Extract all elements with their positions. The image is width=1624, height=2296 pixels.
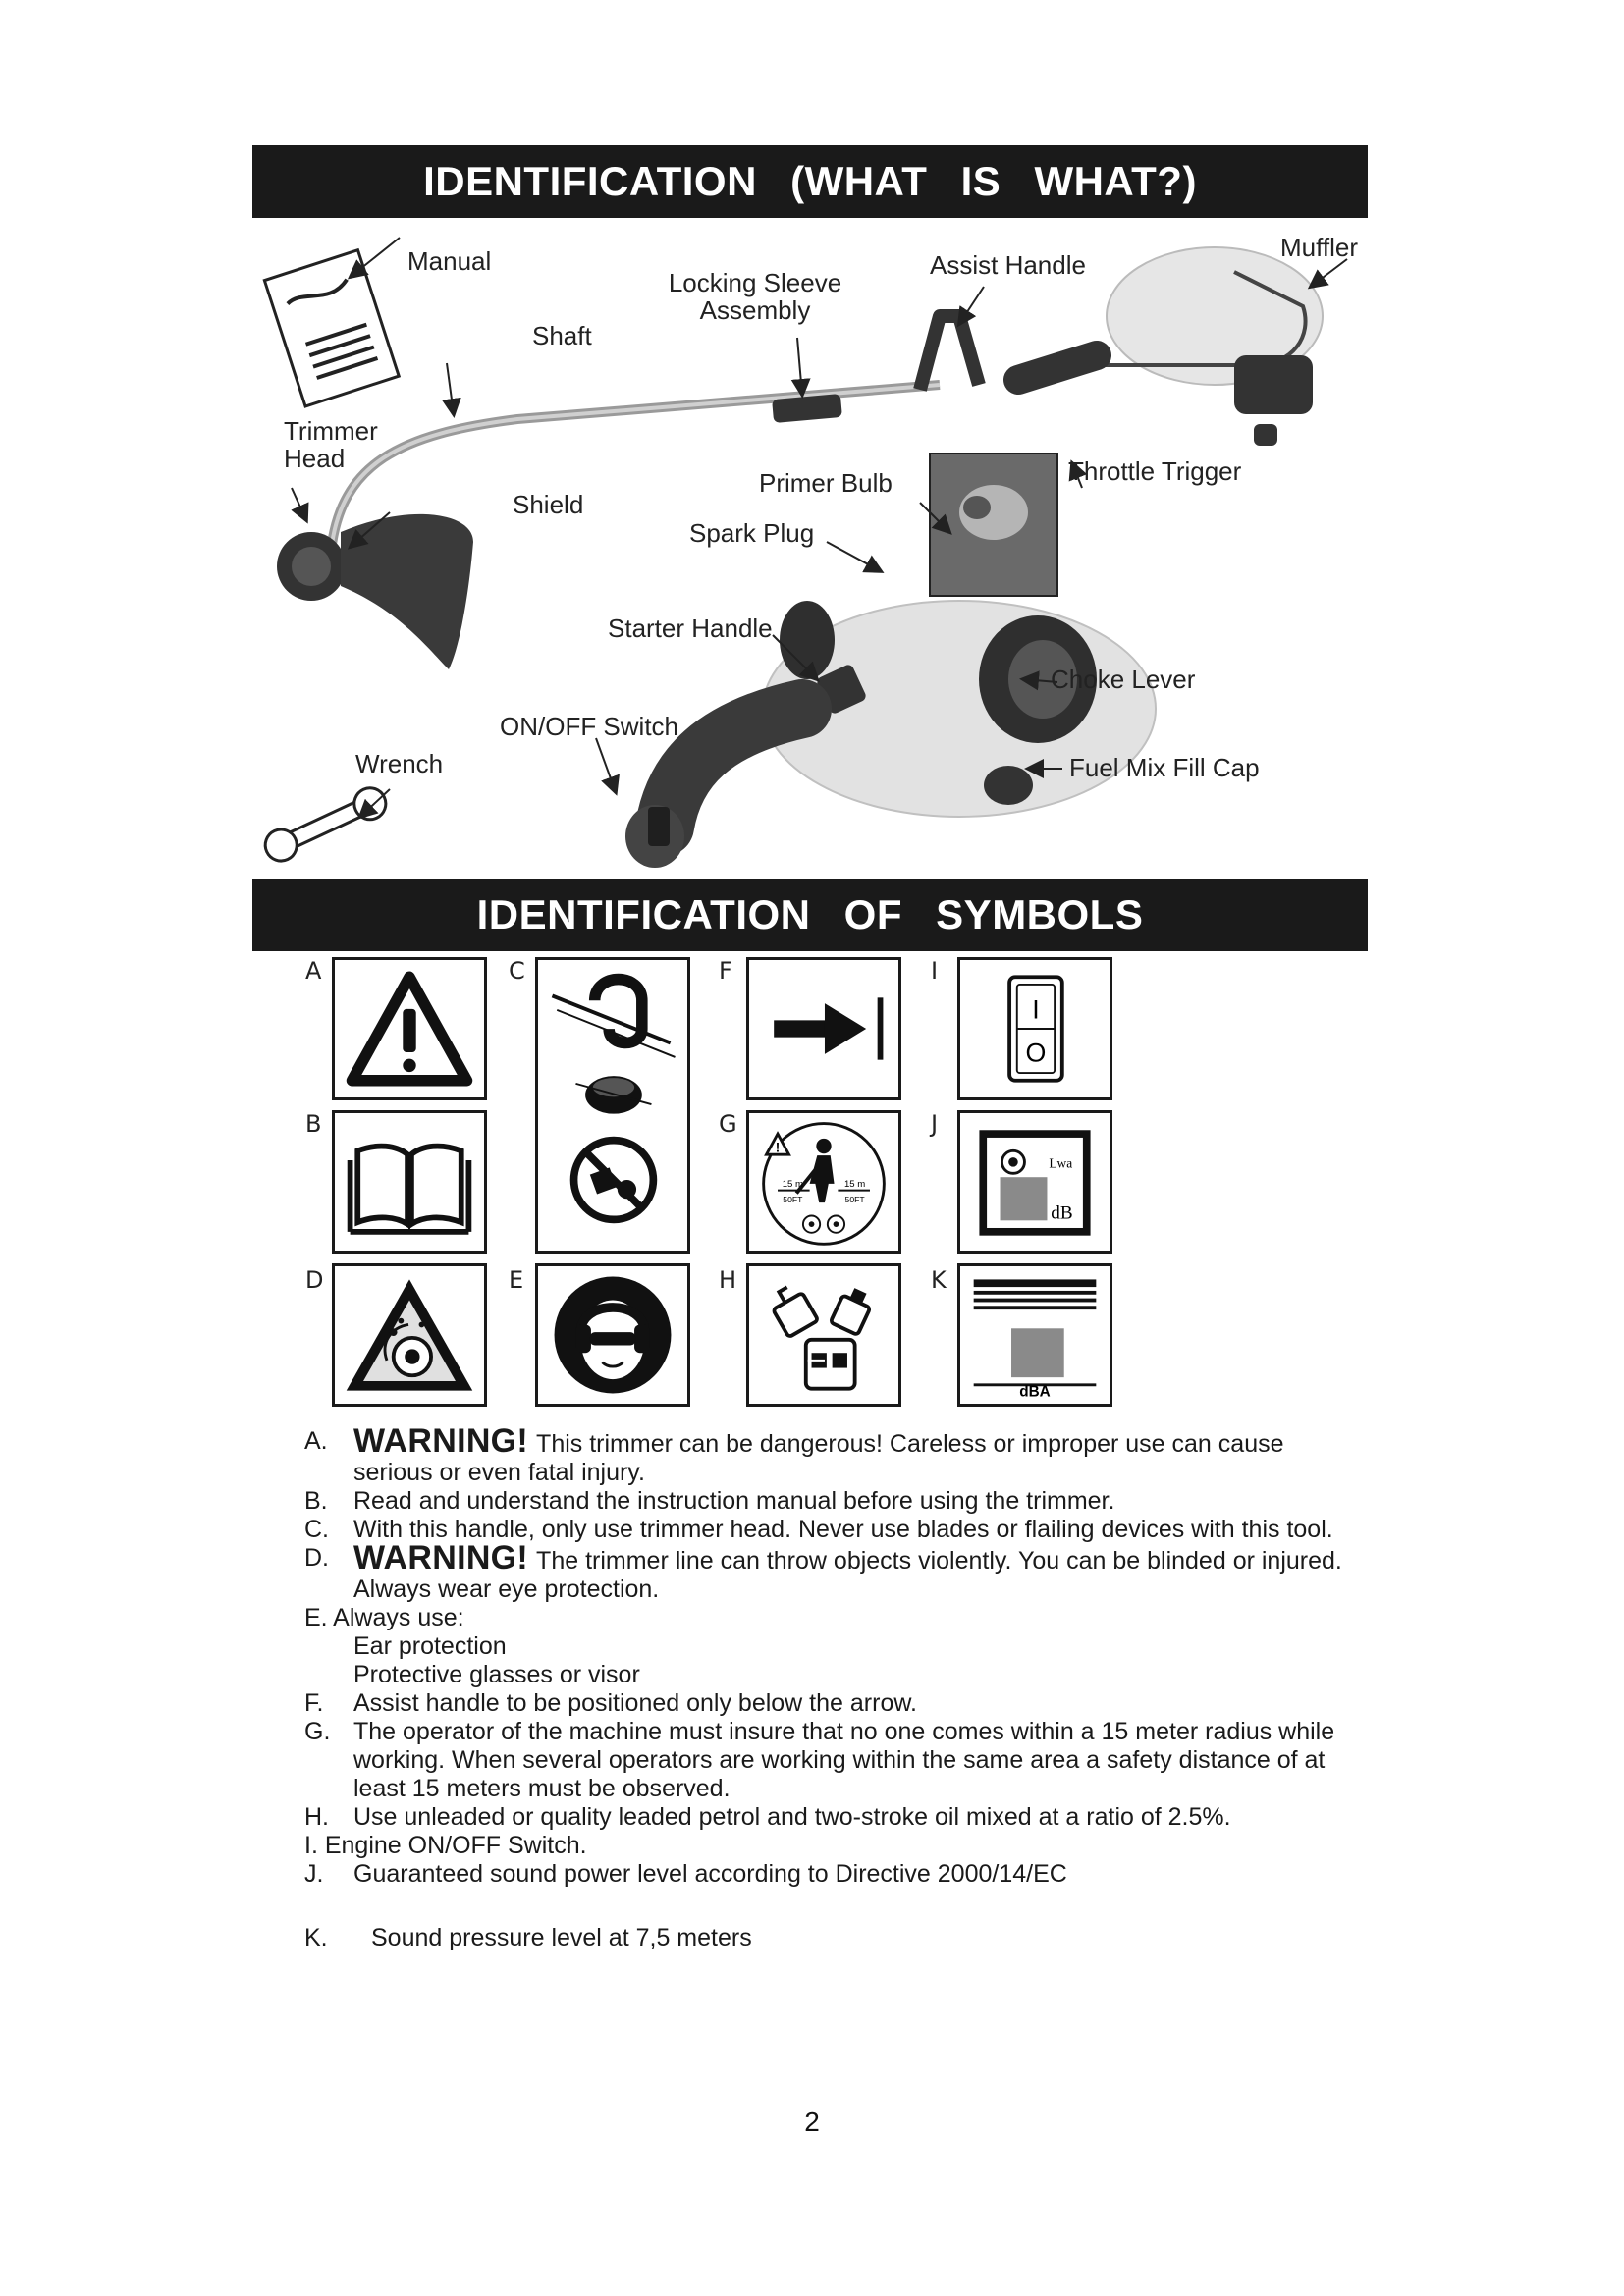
label-trimmer-head xyxy=(284,417,378,472)
description-d xyxy=(304,1539,1365,1604)
g-distance-right: 15 m xyxy=(843,1178,866,1190)
label-trimmer-head-line2: Head xyxy=(284,444,346,473)
manual-illustration xyxy=(264,250,399,406)
symbol-descriptions xyxy=(304,1422,1365,1952)
description-e xyxy=(304,1604,1365,1689)
description-j xyxy=(304,1860,1365,1889)
label-on-off-switch: ON/OFF Switch xyxy=(500,712,679,741)
symbol-g-safety-distance xyxy=(746,1110,901,1254)
symbol-letter-c: C xyxy=(509,957,525,985)
label-fuel-mix-fill-cap: Fuel Mix Fill Cap xyxy=(1069,753,1260,782)
label-trimmer-head-line1: Trimmer xyxy=(284,416,378,446)
ear-eye-protection-icon xyxy=(538,1266,687,1404)
section-title-identification: IDENTIFICATION (WHAT IS WHAT?) xyxy=(423,158,1197,204)
description-j-marker: J. xyxy=(304,1860,324,1888)
symbol-k-sound-pressure xyxy=(957,1263,1112,1407)
symbol-letter-a: A xyxy=(305,957,322,985)
warning-triangle-icon xyxy=(335,960,484,1097)
lwa-label: Lwa xyxy=(1049,1155,1073,1171)
description-f-marker: F. xyxy=(304,1689,324,1717)
description-d-text: The trimmer line can throw objects violently. You can be blinded or injured. Always wear eye protection. xyxy=(353,1547,1342,1603)
on-off-switch-icon xyxy=(960,960,1110,1097)
symbol-letter-j: J xyxy=(931,1110,939,1138)
g-feet-left: 50FT xyxy=(783,1195,803,1205)
description-d-warning: WARNING! xyxy=(353,1539,529,1576)
svg-text:!: ! xyxy=(775,1140,781,1155)
dba-label: dBA xyxy=(1019,1383,1051,1401)
description-a-marker: A. xyxy=(304,1427,328,1455)
sound-power-icon xyxy=(960,1113,1110,1251)
label-manual: Manual xyxy=(407,246,492,276)
section-title-symbols: IDENTIFICATION OF SYMBOLS xyxy=(476,891,1144,937)
arrow-right-icon xyxy=(749,960,898,1097)
description-g-text: The operator of the machine must insure that no one comes within a 15 meter radius while working. When several operators are working within the same area a safety distance of at least 15 meters must be observed. xyxy=(353,1718,1335,1802)
safety-distance-icon xyxy=(749,1113,898,1251)
symbol-j-sound-power xyxy=(957,1110,1112,1254)
symbol-letter-h: H xyxy=(719,1266,737,1294)
description-h xyxy=(304,1803,1365,1832)
switch-off-label: O xyxy=(1025,1038,1047,1068)
thrown-objects-icon xyxy=(335,1266,484,1404)
description-g-marker: G. xyxy=(304,1718,331,1745)
description-e-ear-protection: Ear protection xyxy=(353,1632,507,1660)
description-g xyxy=(304,1718,1365,1803)
description-j-text: Guaranteed sound power level according to Directive 2000/14/EC xyxy=(353,1860,1067,1888)
description-b-text: Read and understand the instruction manual before using the trimmer. xyxy=(353,1487,1115,1515)
label-shaft: Shaft xyxy=(532,321,592,350)
page-number: 2 xyxy=(804,2107,820,2137)
symbol-i-on-off-switch xyxy=(957,957,1112,1100)
symbol-letter-g: G xyxy=(719,1110,737,1138)
symbol-e-protection xyxy=(535,1263,690,1407)
symbol-letter-i: I xyxy=(931,957,939,985)
description-e-glasses: Protective glasses or visor xyxy=(353,1661,640,1688)
sound-pressure-icon xyxy=(960,1266,1110,1404)
description-c-text: With this handle, only use trimmer head. Never use blades or flailing devices with this tool. xyxy=(353,1516,1333,1543)
label-locking-sleeve-line1: Locking Sleeve xyxy=(668,268,842,297)
symbol-letter-b: B xyxy=(305,1110,322,1138)
description-c-marker: C. xyxy=(304,1516,329,1543)
g-distance-left: 15 m xyxy=(782,1178,804,1190)
symbol-letter-d: D xyxy=(305,1266,324,1294)
symbol-letter-k: K xyxy=(931,1266,947,1294)
symbol-a-warning xyxy=(332,957,487,1100)
description-f-text: Assist handle to be positioned only below the arrow. xyxy=(353,1689,917,1717)
description-b-marker: B. xyxy=(304,1487,328,1515)
symbol-letter-e: E xyxy=(509,1266,524,1294)
label-muffler: Muffler xyxy=(1280,233,1358,262)
description-k xyxy=(304,1924,1365,1952)
g-feet-right: 50FT xyxy=(844,1195,865,1205)
label-throttle-trigger: Throttle Trigger xyxy=(1068,456,1242,486)
label-spark-plug: Spark Plug xyxy=(689,518,815,548)
section-banner-symbols xyxy=(252,879,1368,951)
description-a xyxy=(304,1422,1365,1487)
section-banner-identification xyxy=(252,145,1368,218)
description-a-warning: WARNING! xyxy=(353,1422,529,1460)
symbol-b-manual xyxy=(332,1110,487,1254)
switch-on-label: I xyxy=(1032,994,1040,1025)
description-e-text: E. Always use: xyxy=(304,1604,464,1631)
symbol-f-assist-handle-position xyxy=(746,957,901,1100)
label-starter-handle: Starter Handle xyxy=(608,614,773,643)
open-book-icon xyxy=(335,1113,484,1251)
description-k-marker: K. xyxy=(304,1924,328,1951)
description-a-text: This trimmer can be dangerous! Careless or improper use can cause serious or even fatal injury. xyxy=(353,1430,1284,1486)
db-label: dB xyxy=(1051,1202,1073,1224)
description-d-marker: D. xyxy=(304,1544,329,1572)
symbol-h-fuel-mix xyxy=(746,1263,901,1407)
label-shield: Shield xyxy=(513,490,584,519)
description-b xyxy=(304,1487,1365,1516)
symbol-letter-f: F xyxy=(719,957,732,985)
symbol-c-handle-trimmer-only xyxy=(535,957,690,1254)
description-k-text: Sound pressure level at 7,5 meters xyxy=(371,1924,752,1951)
description-i-text: I. Engine ON/OFF Switch. xyxy=(304,1832,587,1859)
handle-trimmer-no-blade-icon xyxy=(538,960,687,1251)
label-locking-sleeve-line2: Assembly xyxy=(699,295,811,325)
symbol-d-thrown-objects xyxy=(332,1263,487,1407)
trimmer-parts-diagram xyxy=(252,218,1368,876)
description-f xyxy=(304,1689,1365,1718)
fuel-mix-icon xyxy=(749,1266,898,1404)
label-wrench: Wrench xyxy=(355,749,444,778)
label-assist-handle: Assist Handle xyxy=(930,250,1086,280)
description-h-text: Use unleaded or quality leaded petrol and two-stroke oil mixed at a ratio of 2.5%. xyxy=(353,1803,1231,1831)
label-primer-bulb: Primer Bulb xyxy=(759,468,893,498)
label-locking-sleeve xyxy=(667,269,843,324)
description-h-marker: H. xyxy=(304,1803,329,1831)
label-choke-lever: Choke Lever xyxy=(1051,665,1196,694)
description-i xyxy=(304,1832,1365,1860)
